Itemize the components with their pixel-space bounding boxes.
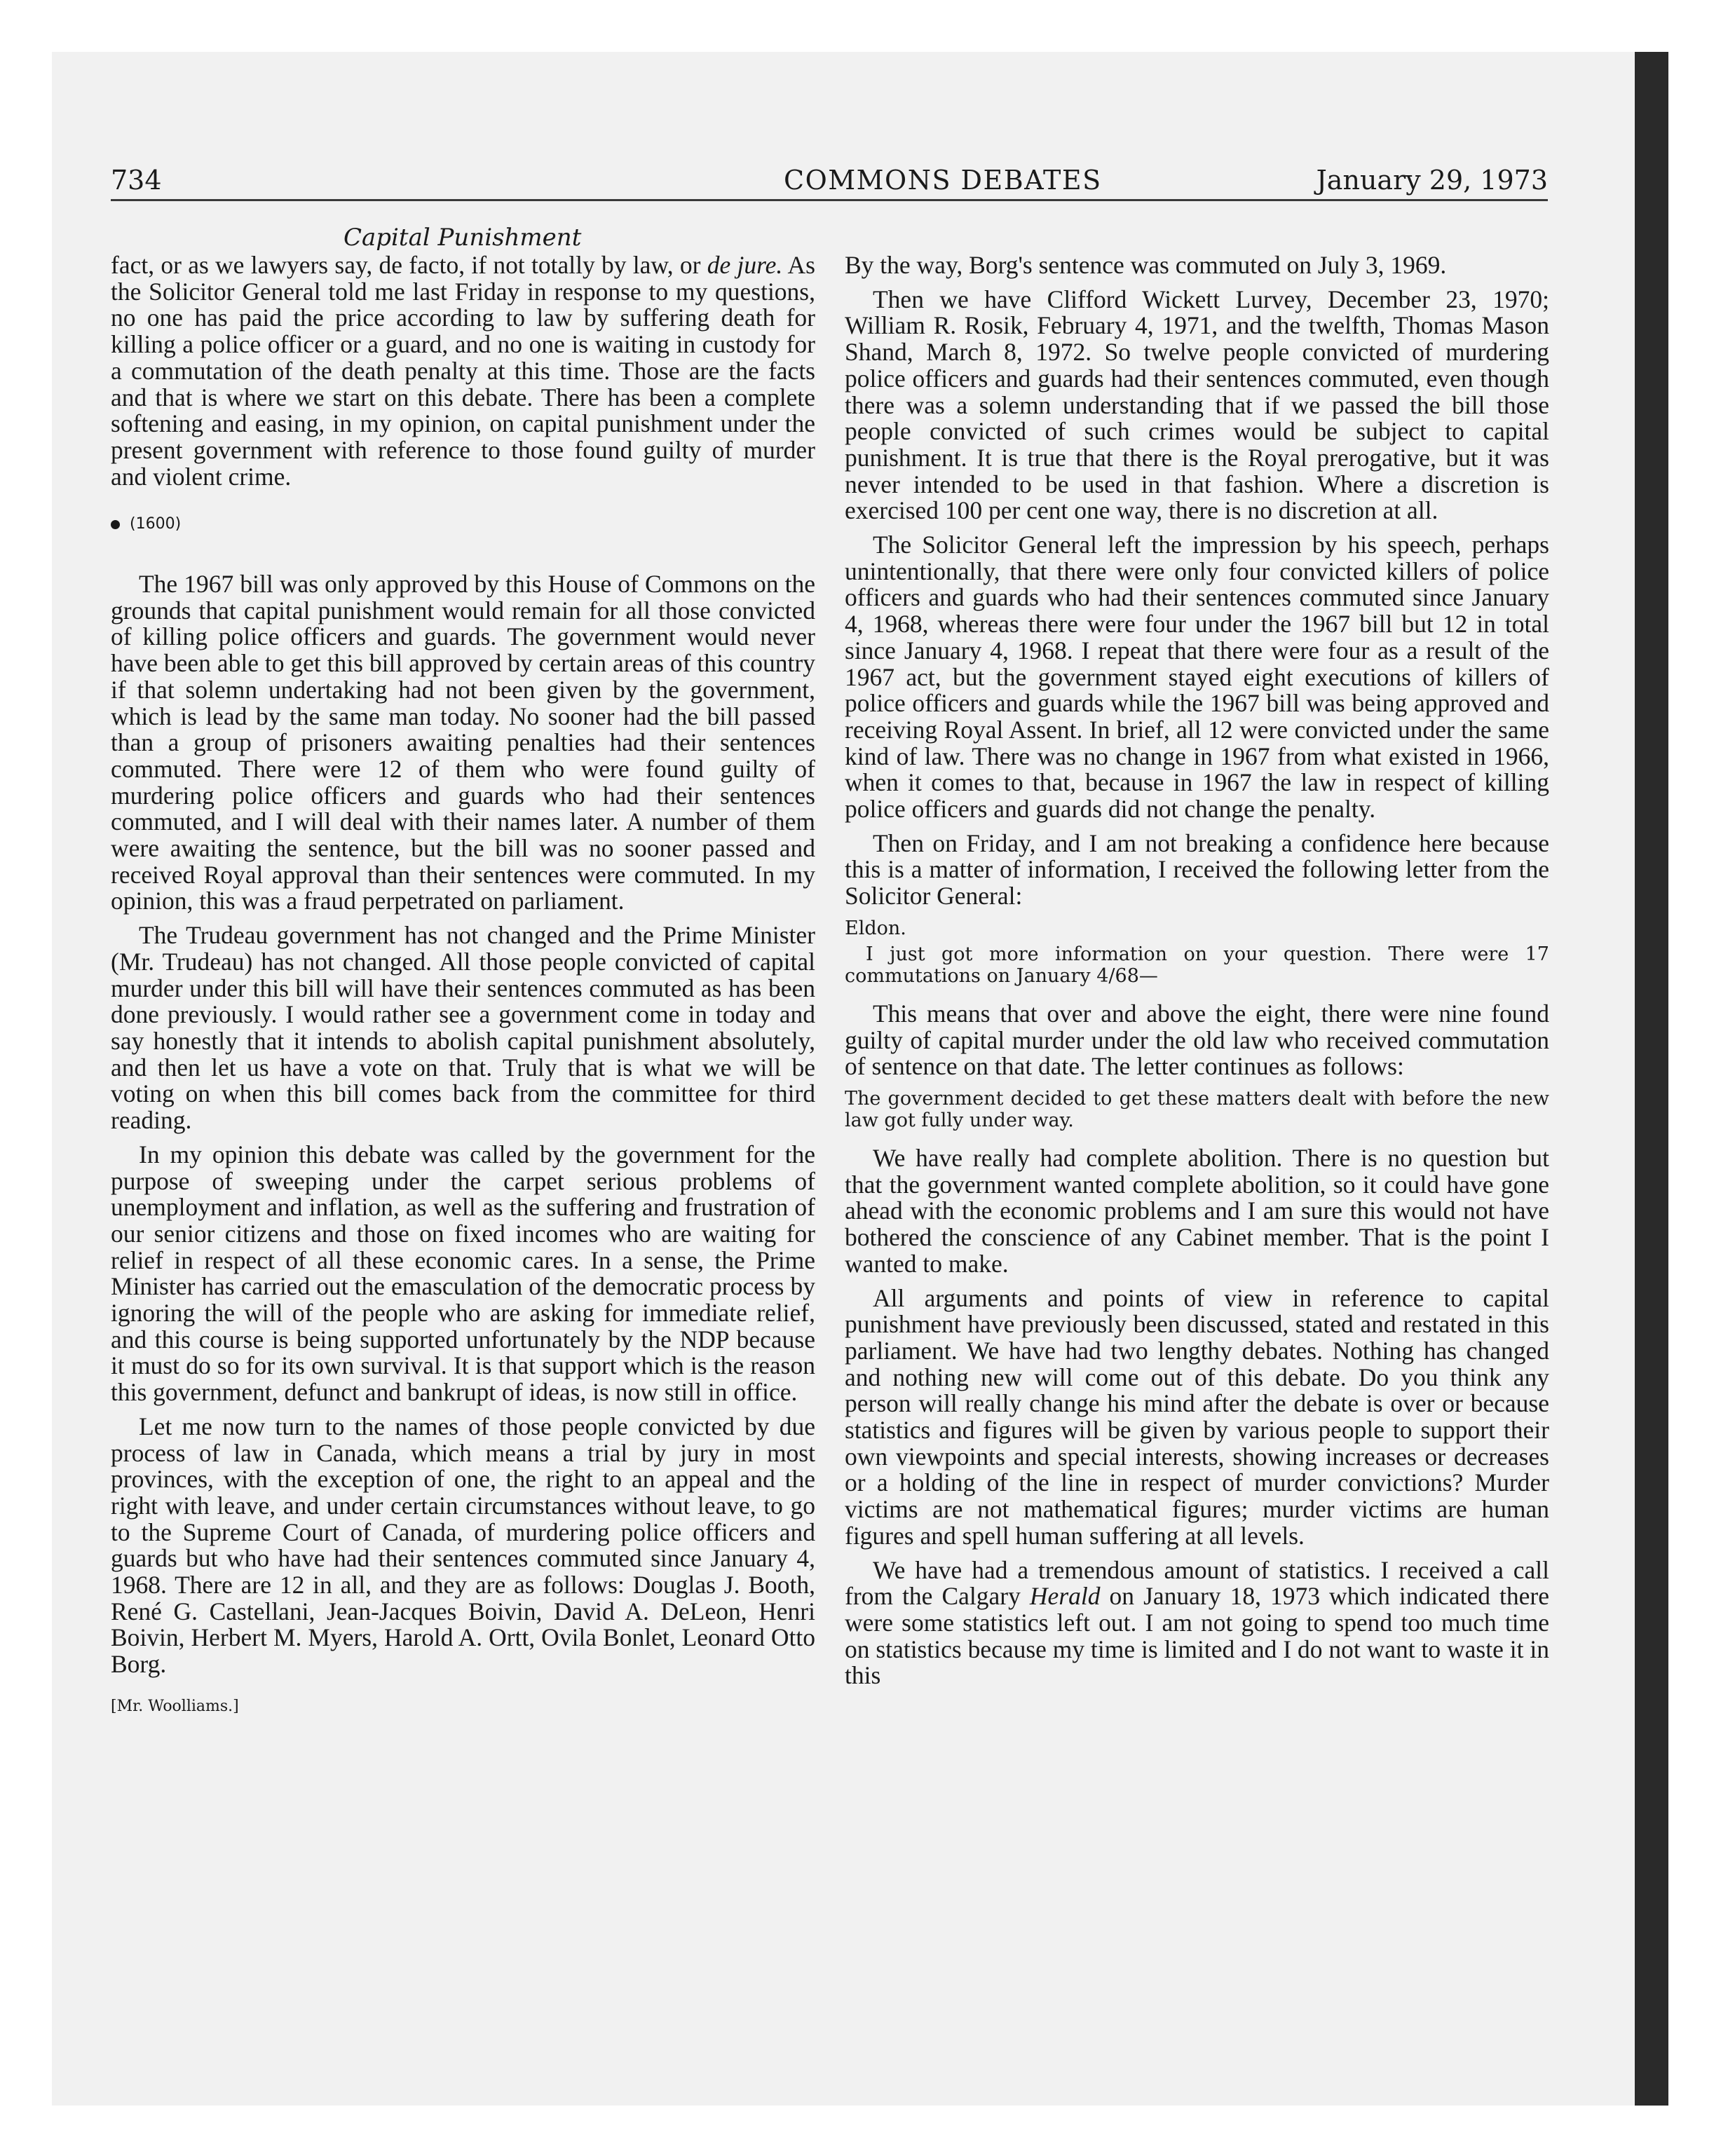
quoted-letter: The government decided to get these matters dealt with before the new law got fully under way. xyxy=(845,1087,1549,1131)
paragraph: We have had a tremendous amount of statistics. I received a call from the Calgary Herald on January 18, 1973 which indicated there were some statistics left out. I am not going to spend too much time on statistics because my time is limited and I do not want to waste it in this xyxy=(845,1555,1549,1690)
left-column xyxy=(111,252,815,1720)
speaker-attribution: [Mr. Woolliams.] xyxy=(111,1697,239,1715)
publication-date: January 29, 1973 xyxy=(1316,165,1548,196)
bullet-icon xyxy=(111,520,120,529)
paragraph: We have really had complete abolition. There is no question but that the government wanted complete abolition, so it could have gone ahead with the economic problems and I am sure this would not have bothered the conscience of any Cabinet member. That is the point I wanted to make. xyxy=(845,1143,1549,1278)
paragraph: By the way, Borg's sentence was commuted on July 3, 1969. xyxy=(845,251,1447,279)
subject-heading: Capital Punishment xyxy=(343,224,582,252)
paragraph: The Trudeau government has not changed and the Prime Minister (Mr. Trudeau) has not changed. All those people convicted of capital murder under this bill will have their sentences commuted as has been done previously. I would rather see a government come in today and say honestly that it intends to abolish capital punishment absolutely, and then let us have a vote on that. Truly that is what we will be voting on when this bill comes back from the committee for third reading. xyxy=(111,921,815,1135)
paragraph: Let me now turn to the names of those people convicted by due process of law in Canada, which means a trial by jury in most provinces, with the exception of one, the right to an appeal and the right with leave, and under certain circumstances without leave, to go to the Supreme Court of Canada, of murdering police officers and guards but who have had their sentences commuted since January 4, 1968. There are 12 in all, and they are as follows: Douglas J. Booth, René G. Castellani, Jean-Jacques Boivin, David A. DeLeon, Henri Boivin, Herbert M. Myers, Harold A. Ortt, Ovila Bonlet, Leonard Otto Borg. xyxy=(111,1412,815,1679)
paragraph: The 1967 bill was only approved by this House of Commons on the grounds that capital punishment would remain for all those convicted of killing police officers and guards. The government would never have been able to get this bill approved by certain areas of this country if that solemn undertaking had not been given by the government, which is lead by the same man today. No sooner had the bill passed than a group of prisoners awaiting penalties had their sentences commuted. There were 12 of them who were found guilty of murdering police officers and guards who had their sentences commuted, and I will deal with their names later. A number of them were awaiting the sentence, but the bill was no sooner passed and received Royal approval than their sentences were commuted. In my opinion, this was a fraud perpetrated on parliament. xyxy=(111,570,815,915)
page-number: 734 xyxy=(111,165,162,196)
paragraph: Then on Friday, and I am not breaking a confidence here because this is a matter of information, I received the following letter from the Solicitor General: xyxy=(845,828,1549,910)
time-marker: (1600) xyxy=(111,511,815,538)
quoted-salutation: Eldon. xyxy=(845,917,906,939)
page-header xyxy=(111,160,1548,201)
scan-edge-shadow xyxy=(1635,52,1668,2106)
paragraph: Then we have Clifford Wickett Lurvey, December 23, 1970; William R. Rosik, February 4, 1971, and the twelfth, Thomas Mason Shand, March 8, 1972. So twelve people convicted of murdering police officers and guards had their sentences commuted, even though there was a solemn understanding that if we passed the bill those people convicted of such crimes would be subject to capital punishment. It is true that there is the Royal prerogative, but it was never intended to be used in that fashion. Where a discretion is exercised 100 per cent one way, there is no discretion at all. xyxy=(845,285,1549,525)
paragraph: All arguments and points of view in reference to capital punishment have previously been discussed, stated and restated in this parliament. We have had two lengthy debates. Nothing has changed and nothing new will come out of this debate. Do you think any person will really change his mind after the debate is over or because statistics and figures will be given by various people to support their own viewpoints and special interests, showing increases or decreases or a holding of the line in respect of murder convictions? Murder victims are not mathematical figures; murder victims are human figures and spell human suffering at all levels. xyxy=(845,1283,1549,1550)
publication-title: COMMONS DEBATES xyxy=(784,165,1102,196)
paragraph: The Solicitor General left the impression by his speech, perhaps unintentionally, that there were only four convicted killers of police officers and guards who had their sentences commuted since January 4, 1968, whereas there were four under the 1967 bill but 12 in total since January 4, 1968. I repeat that there were four as a result of the 1967 act, but the government stayed eight executions of killers of police officers and guards while the 1967 bill was being approved and receiving Royal Assent. In brief, all 12 were convicted under the same kind of law. There was no change in 1967 from what existed in 1966, when it comes to that, because in 1967 the law in respect of killing police officers and guards did not change the penalty. xyxy=(845,531,1549,824)
paragraph: fact, or as we lawyers say, de facto, if not totally by law, or de jure. As the Solicitor General told me last Friday in response to my questions, no one has paid the price according to law by suffering death for killing a police officer or a guard, and no one is waiting in custody for a commutation of the death penalty at this time. Those are the facts and that is where we start on this debate. There has been a complete softening and easing, in my opinion, on capital punishment under the present government with reference to those found guilty of murder and violent crime. xyxy=(111,251,816,491)
paragraph: This means that over and above the eight, there were nine found guilty of capital murder under the old law who received commutation of sentence on that date. The letter continues as follows: xyxy=(845,999,1549,1081)
paragraph: In my opinion this debate was called by the government for the purpose of sweeping under the carpet serious problems of unemployment and inflation, as well as the suffering and frustration of our senior citizens and those on fixed incomes who are waiting for relief in respect of all these economic cares. In a sense, the Prime Minister has carried out the emasculation of the democratic process by ignoring the will of the people who are asking for immediate relief, and this course is being supported unfortunately by the NDP because it must do so for its own survival. It is that support which is the reason this government, defunct and bankrupt of ideas, is now still in office. xyxy=(111,1140,815,1407)
right-column xyxy=(845,252,1549,1697)
quoted-letter: I just got more information on your question. There were 17 commutations on January 4/68— xyxy=(845,943,1549,987)
